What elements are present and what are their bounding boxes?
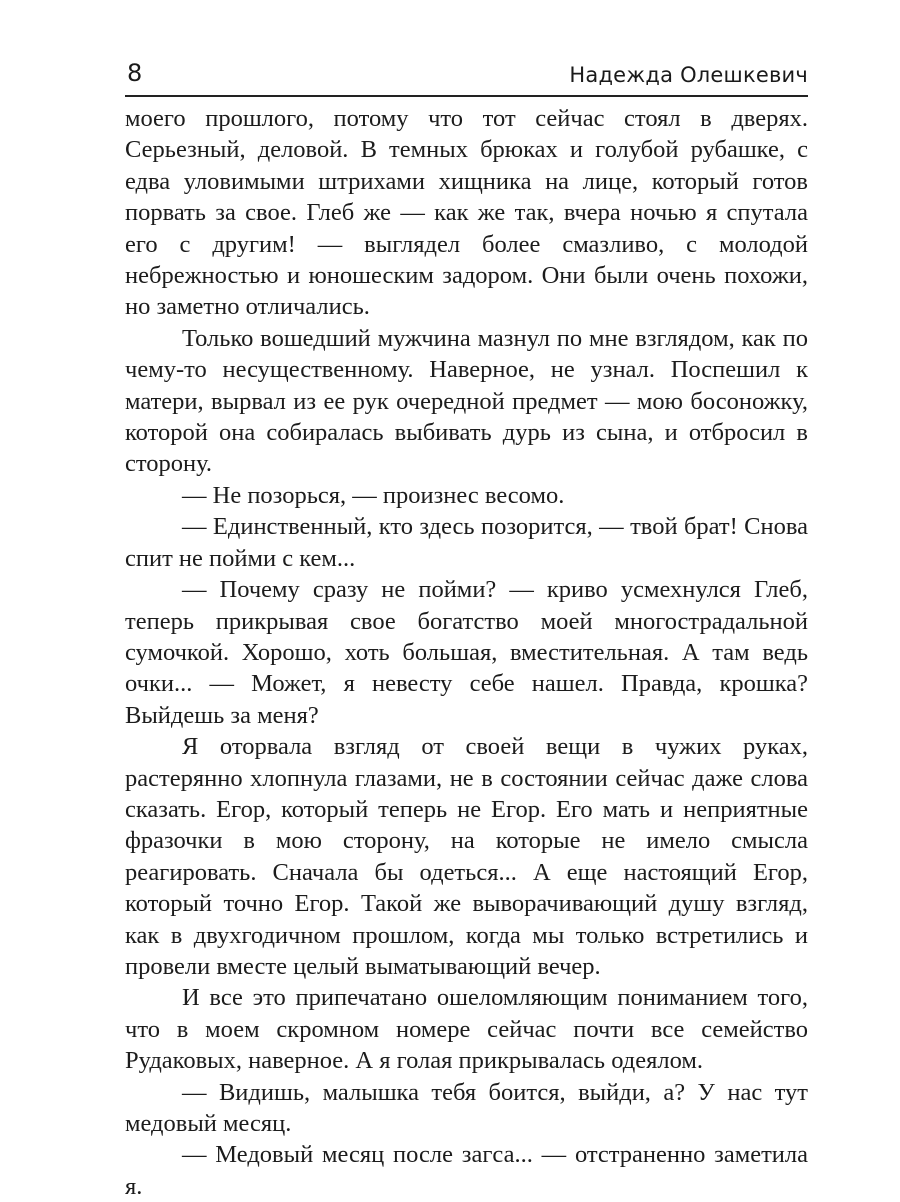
page-number: 8 bbox=[127, 59, 143, 87]
dialogue-line: — Видишь, малышка тебя боится, выйди, а? У нас тут медовый месяц. bbox=[125, 1078, 808, 1137]
dialogue-line: — Почему сразу не пойми? — криво усмехнулся Глеб, теперь прикрывая свое богатство моей многострадальной сумочкой. Хорошо, хоть большая, вместительная. А там ведь очки... — Может, я невесту себе нашел. Правда, крошка? Выйдешь за меня? bbox=[125, 576, 808, 729]
paragraph: И все это припечатано ошеломляющим пониманием того, что в моем скромном номере сейчас почти все семейство Рудаковых, наверное. А я голая прикрывалась одеялом. bbox=[125, 984, 808, 1075]
running-head bbox=[125, 55, 808, 95]
paragraph: моего прошлого, потому что тот сейчас стоял в дверях. Серьезный, деловой. В темных брюках и голубой рубашке, с едва уловимыми штрихами хищника на лице, который готов порвать за свое. Глеб же — как же так, вчера ночью я спутала его с другим! — выглядел более смазливо, с молодой небрежностью и юношеским задором. Они были очень похожи, но заметно отличались. bbox=[125, 105, 808, 321]
header-rule bbox=[125, 95, 808, 97]
paragraph: Только вошедший мужчина мазнул по мне взглядом, как по чему-то несущественному. Наверное, не узнал. Поспешил к матери, вырвал из ее рук очередной предмет — мою босоножку, которой она собиралась выбивать дурь из сына, и отбросил в сторону. bbox=[125, 324, 808, 478]
paragraph: Я оторвала взгляд от своей вещи в чужих руках, растерянно хлопнула глазами, не в состоянии сейчас даже слова сказать. Егор, который теперь не Егор. Его мать и неприятные фразочки в мою сторону, на которые не имело смысла реагировать. Сначала бы одеться... А еще настоящий Егор, который точно Егор. Такой же выворачивающий душу взгляд, как в двухгодичном прошлом, когда мы только встретились и провели вместе целый выматывающий вечер. bbox=[125, 733, 808, 980]
dialogue-line: — Медовый месяц после загса... — отстраненно заметила я. bbox=[125, 1141, 808, 1200]
body-text bbox=[125, 103, 808, 1202]
author-name: Надежда Олешкевич bbox=[569, 63, 808, 87]
dialogue-line: — Единственный, кто здесь позорится, — твой брат! Снова спит не пойми с кем... bbox=[125, 513, 808, 572]
dialogue-line: — Не позорься, — произнес весомо. bbox=[182, 481, 565, 509]
